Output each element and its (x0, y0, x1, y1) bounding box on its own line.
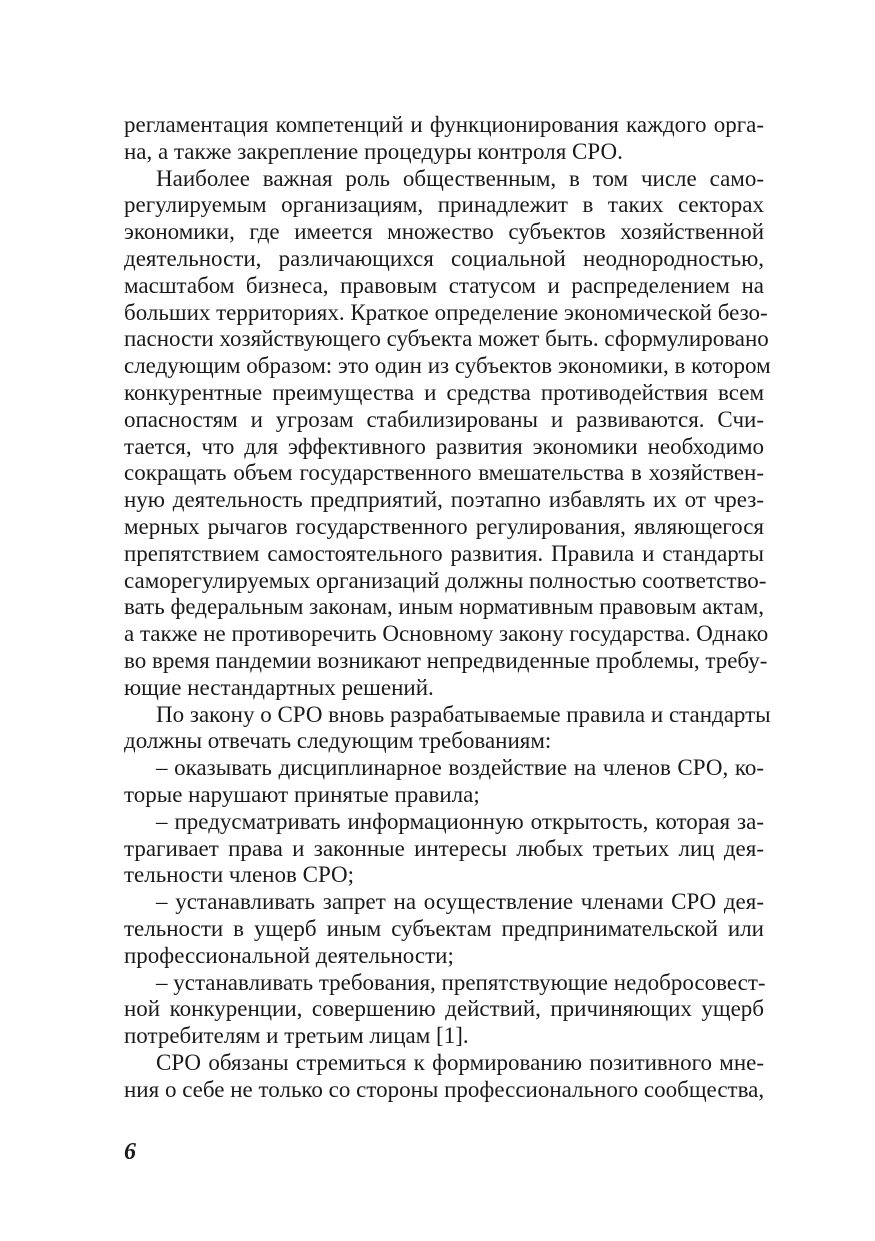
paragraph (124, 701, 771, 756)
text-line: Наиболее важная роль общественным, в том числе само- (156, 165, 764, 191)
paragraph (124, 112, 764, 166)
text-line: ную деятельность предприятий, поэтапно избавлять их от чрез- (124, 487, 764, 513)
paragraph (124, 1050, 764, 1104)
list-item (124, 755, 764, 809)
text-line: ния о себе не только со стороны профессионального сообщества, (124, 1076, 765, 1102)
text-line: препятствием самостоятельного развития. Правила и стандарты (124, 540, 764, 566)
text-line: торые нарушают принятые правила; (124, 781, 480, 807)
list-item (124, 809, 764, 889)
text-line: СРО обязаны стремиться к формированию позитивного мне- (156, 1049, 764, 1075)
text-line: сокращать объем государственного вмешательства в хозяйствен- (124, 460, 764, 486)
text-line: регулируемым организациям, принадлежит в таких секторах (124, 192, 764, 218)
text-line: регламентация компетенций и функционирования каждого орга- (124, 112, 764, 137)
text-line: а также не противоречить Основному закону государства. Однако (124, 621, 769, 647)
page-body (124, 112, 771, 1103)
text-line: – устанавливать запрет на осуществление членами СРО дея- (156, 889, 764, 915)
text-line: пасности хозяйствующего субъекта может быть. сформулировано (124, 326, 769, 352)
text-line: тельности членов СРО; (124, 862, 355, 888)
text-line: потребителям и третьим лицам [1]. (124, 1023, 469, 1049)
text-line: конкурентные преимущества и средства противодействия всем (124, 379, 764, 405)
text-line: во время пандемии возникают непредвиденные проблемы, требу- (124, 647, 768, 673)
text-line: По закону о СРО вновь разрабатываемые правила и стандарты (156, 701, 771, 727)
page-number: 6 (124, 1139, 136, 1165)
list-item (124, 970, 764, 1050)
text-line: профессиональной деятельности; (124, 942, 454, 968)
text-line: следующим образом: это один из субъектов экономики, в котором (124, 353, 771, 379)
list-item (124, 889, 764, 969)
text-line: тельности в ущерб иным субъектам предпринимательской или (124, 915, 764, 941)
text-line: – оказывать дисциплинарное воздействие на членов СРО, ко- (156, 755, 764, 781)
text-line: – устанавливать требования, препятствующие недобросовест- (156, 969, 766, 995)
text-line: на, а также закрепление процедуры контроля СРО. (124, 138, 623, 164)
text-line: тается, что для эффективного развития экономики необходимо (124, 433, 764, 459)
text-line: опасностям и угрозам стабилизированы и развиваются. Счи- (124, 406, 764, 432)
text-line: должны отвечать следующим требованиям: (124, 728, 552, 754)
text-line: больших территориях. Краткое определение экономической безо- (124, 299, 768, 325)
text-line: трагивает права и законные интересы любых третьих лиц дея- (124, 835, 764, 861)
text-line: масштабом бизнеса, правовым статусом и распределением на (124, 272, 764, 298)
paragraph (124, 165, 771, 702)
text-line: экономики, где имеется множество субъектов хозяйственной (124, 219, 764, 245)
text-line: ной конкуренции, совершению действий, причиняющих ущерб (124, 996, 764, 1022)
text-line: саморегулируемых организаций должны полностью соответство- (124, 567, 767, 593)
text-line: мерных рычагов государственного регулирования, являющегося (124, 513, 764, 539)
text-line: ющие нестандартных решений. (124, 674, 434, 700)
text-line: вать федеральным законам, иным нормативным правовым актам, (124, 594, 764, 620)
text-line: – предусматривать информационную открытость, которая за- (156, 808, 764, 834)
text-line: деятельности, различающихся социальной неоднородностью, (124, 245, 764, 271)
